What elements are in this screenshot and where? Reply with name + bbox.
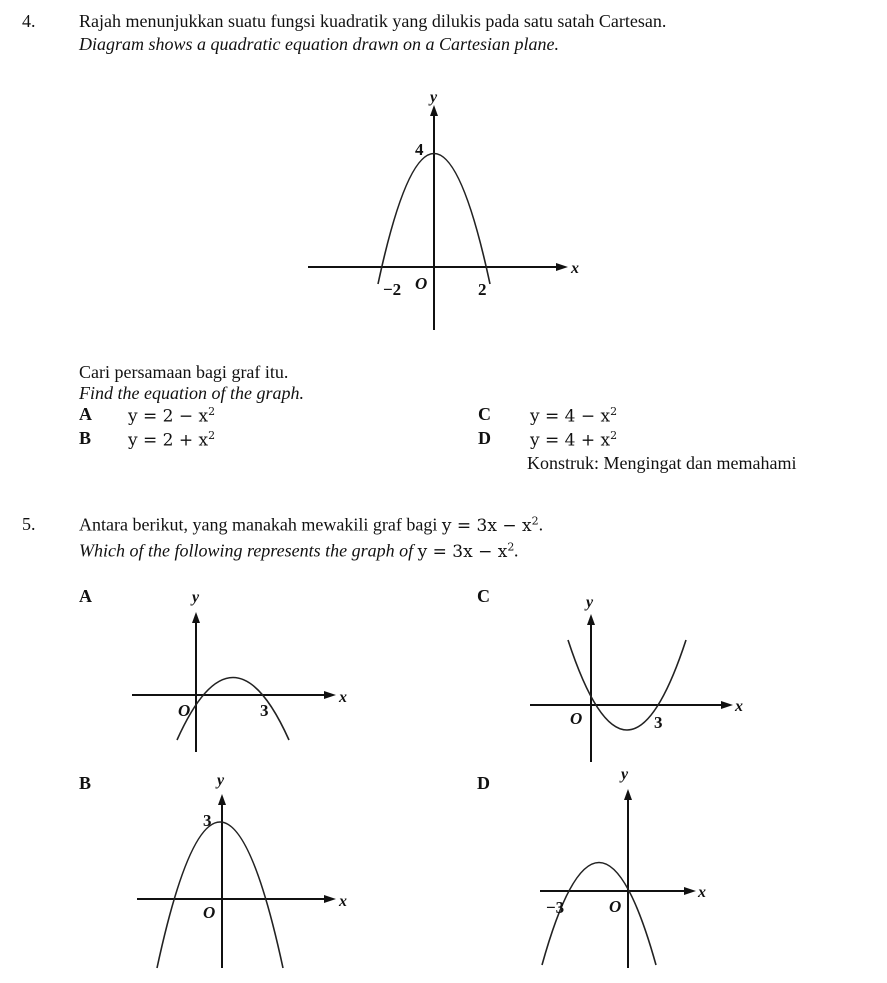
q4-prompt-malay: Cari persamaan bagi graf itu. [79,362,289,382]
svg-text:y: y [217,772,225,789]
svg-text:−3: −3 [546,898,565,917]
svg-text:y: y [621,766,629,783]
q5-graph-d [540,766,706,968]
q5-graph-c [530,594,743,762]
q5-option-b-letter: B [79,773,92,793]
q4-option-a-eq: $y = 2 - x^2$ [128,405,216,427]
q4-text-english: Diagram shows a quadratic equation drawn on a Cartesian plane. [79,34,560,54]
q4-option-d-eq: $y = 4 + x^2$ [530,429,618,451]
svg-text:3: 3 [654,713,663,732]
svg-text:y: y [192,589,200,606]
svg-text:y: y [586,594,594,611]
q4-number: 4. [22,11,36,31]
q5c-parabola [568,640,686,730]
svg-text:3: 3 [260,701,269,720]
q4-y-label: y [430,89,438,106]
q4-option-a-letter: A [79,404,92,424]
q5-graph-b [137,772,347,968]
svg-text:O: O [178,701,191,720]
q5a-parabola [177,678,289,741]
svg-text:x: x [735,698,743,715]
q4-x-tick-2: 2 [478,280,487,299]
q4-x-label: x [571,260,579,277]
svg-text:O: O [609,897,622,916]
q5-option-a-letter: A [79,586,92,606]
svg-text:3: 3 [203,811,212,830]
q4-option-c-letter: C [478,404,491,424]
svg-text:x: x [698,884,706,901]
q5-text-english: Which of the following represents the graph of $y = 3x - x^2$. [79,540,519,562]
q5-text-malay: Antara berikut, yang manakah mewakili graf bagi $y = 3x - x^2$. [79,514,544,536]
q5b-parabola [157,822,283,968]
q4-construct-note: Konstruk: Mengingat dan memahami [527,453,797,473]
q4-option-b-letter: B [79,428,92,448]
q4-option-c-eq: $y = 4 - x^2$ [530,405,618,427]
svg-text:O: O [203,903,216,922]
q4-prompt-english: Find the equation of the graph. [79,383,304,403]
q4-option-b-eq: $y = 2 + x^2$ [128,429,216,451]
svg-text:x: x [339,893,347,910]
q5-option-c-letter: C [477,586,490,606]
q4-origin-label: O [415,274,428,293]
svg-text:x: x [339,689,347,706]
svg-text:O: O [570,709,583,728]
q4-x-tick-neg2: −2 [383,280,402,299]
q4-option-d-letter: D [478,428,491,448]
q5-option-d-letter: D [477,773,490,793]
q4-y-tick-4: 4 [415,140,424,159]
q5-number: 5. [22,514,36,534]
q4-text-malay: Rajah menunjukkan suatu fungsi kuadratik yang dilukis pada satu satah Cartesan. [79,11,667,31]
q5-graph-a [132,589,347,752]
